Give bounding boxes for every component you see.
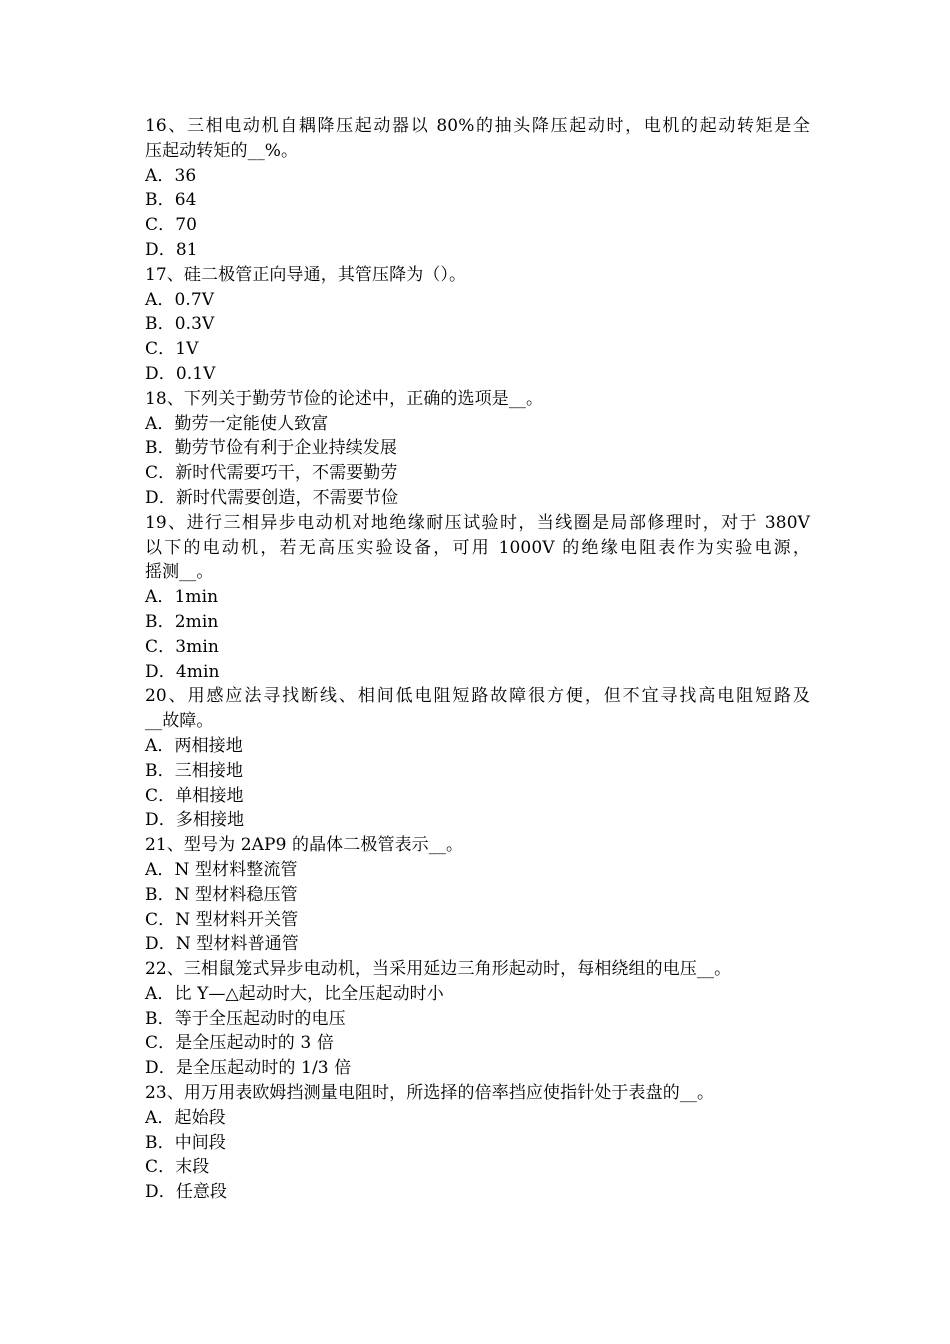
question-16 [145, 114, 810, 263]
option-a: A．N 型材料整流管 [145, 859, 298, 880]
option-d: D．多相接地 [145, 810, 245, 831]
option-c: C．单相接地 [145, 785, 244, 806]
option-c: C．新时代需要巧干，不需要勤劳 [145, 463, 398, 484]
question-text: 19、进行三相异步电动机对地绝缘耐压试验时，当线圈是局部修理时，对于 380V [145, 512, 810, 533]
option-d: D．81 [145, 239, 198, 260]
option-a: A．0.7V [145, 289, 215, 310]
option-c: C．末段 [145, 1157, 210, 1178]
option-c: C．70 [145, 215, 198, 236]
question-21 [145, 833, 810, 957]
question-text: 16、三相电动机自耦降压起动器以 80%的抽头降压起动时，电机的起动转矩是全 [145, 116, 810, 136]
option-d: D．0.1V [145, 363, 216, 384]
question-text: 摇测__。 [145, 562, 214, 583]
question-text: 以下的电动机，若无高压实验设备，可用 1000V 的绝缘电阻表作为实验电源， [145, 537, 810, 558]
option-c: C．1V [145, 339, 199, 360]
document-page [145, 114, 810, 1205]
question-text: 20、用感应法寻找断线、相间低电阻短路故障很方便，但不宜寻找高电阻短路及 [145, 686, 810, 707]
option-c: C．3min [145, 636, 219, 657]
question-text: 17、硅二极管正向导通，其管压降为（）。 [145, 264, 467, 285]
option-a: A．1min [145, 587, 219, 608]
option-b: B．勤劳节俭有利于企业持续发展 [145, 438, 397, 459]
option-a: A．36 [145, 165, 197, 186]
option-d: D．任意段 [145, 1182, 228, 1203]
question-text: 18、下列关于勤劳节俭的论述中，正确的选项是__。 [145, 388, 544, 409]
question-text: __故障。 [145, 711, 214, 732]
option-b: B．0.3V [145, 314, 215, 335]
option-a: A．比 Y—△起动时大，比全压起动时小 [145, 983, 444, 1004]
question-23 [145, 1081, 810, 1205]
option-b: B．中间段 [145, 1132, 226, 1153]
option-a: A．勤劳一定能使人致富 [145, 413, 329, 434]
option-d: D．N 型材料普通管 [145, 934, 299, 955]
option-a: A．起始段 [145, 1107, 226, 1128]
option-b: B．64 [145, 190, 197, 211]
question-text: 22、三相鼠笼式异步电动机，当采用延边三角形起动时，每相绕组的电压__。 [145, 959, 732, 980]
question-19 [145, 511, 810, 685]
option-a: A．两相接地 [145, 735, 243, 756]
option-b: B．三相接地 [145, 760, 244, 781]
option-b: B．等于全压起动时的电压 [145, 1008, 346, 1029]
option-d: D．是全压起动时的 1/3 倍 [145, 1058, 352, 1079]
option-d: D．新时代需要创造，不需要节俭 [145, 487, 399, 508]
question-text: 压起动转矩的__%。 [145, 140, 299, 161]
question-18 [145, 387, 810, 511]
question-text: 23、用万用表欧姆挡测量电阻时，所选择的倍率挡应使指针处于表盘的__。 [145, 1083, 715, 1104]
option-d: D．4min [145, 661, 220, 682]
option-b: B．2min [145, 611, 219, 632]
question-text: 21、型号为 2AP9 的晶体二极管表示__。 [145, 835, 464, 856]
option-b: B．N 型材料稳压管 [145, 884, 298, 905]
question-20 [145, 684, 810, 833]
question-17 [145, 263, 810, 387]
option-c: C．是全压起动时的 3 倍 [145, 1033, 334, 1054]
question-22 [145, 957, 810, 1081]
option-c: C．N 型材料开关管 [145, 909, 299, 930]
